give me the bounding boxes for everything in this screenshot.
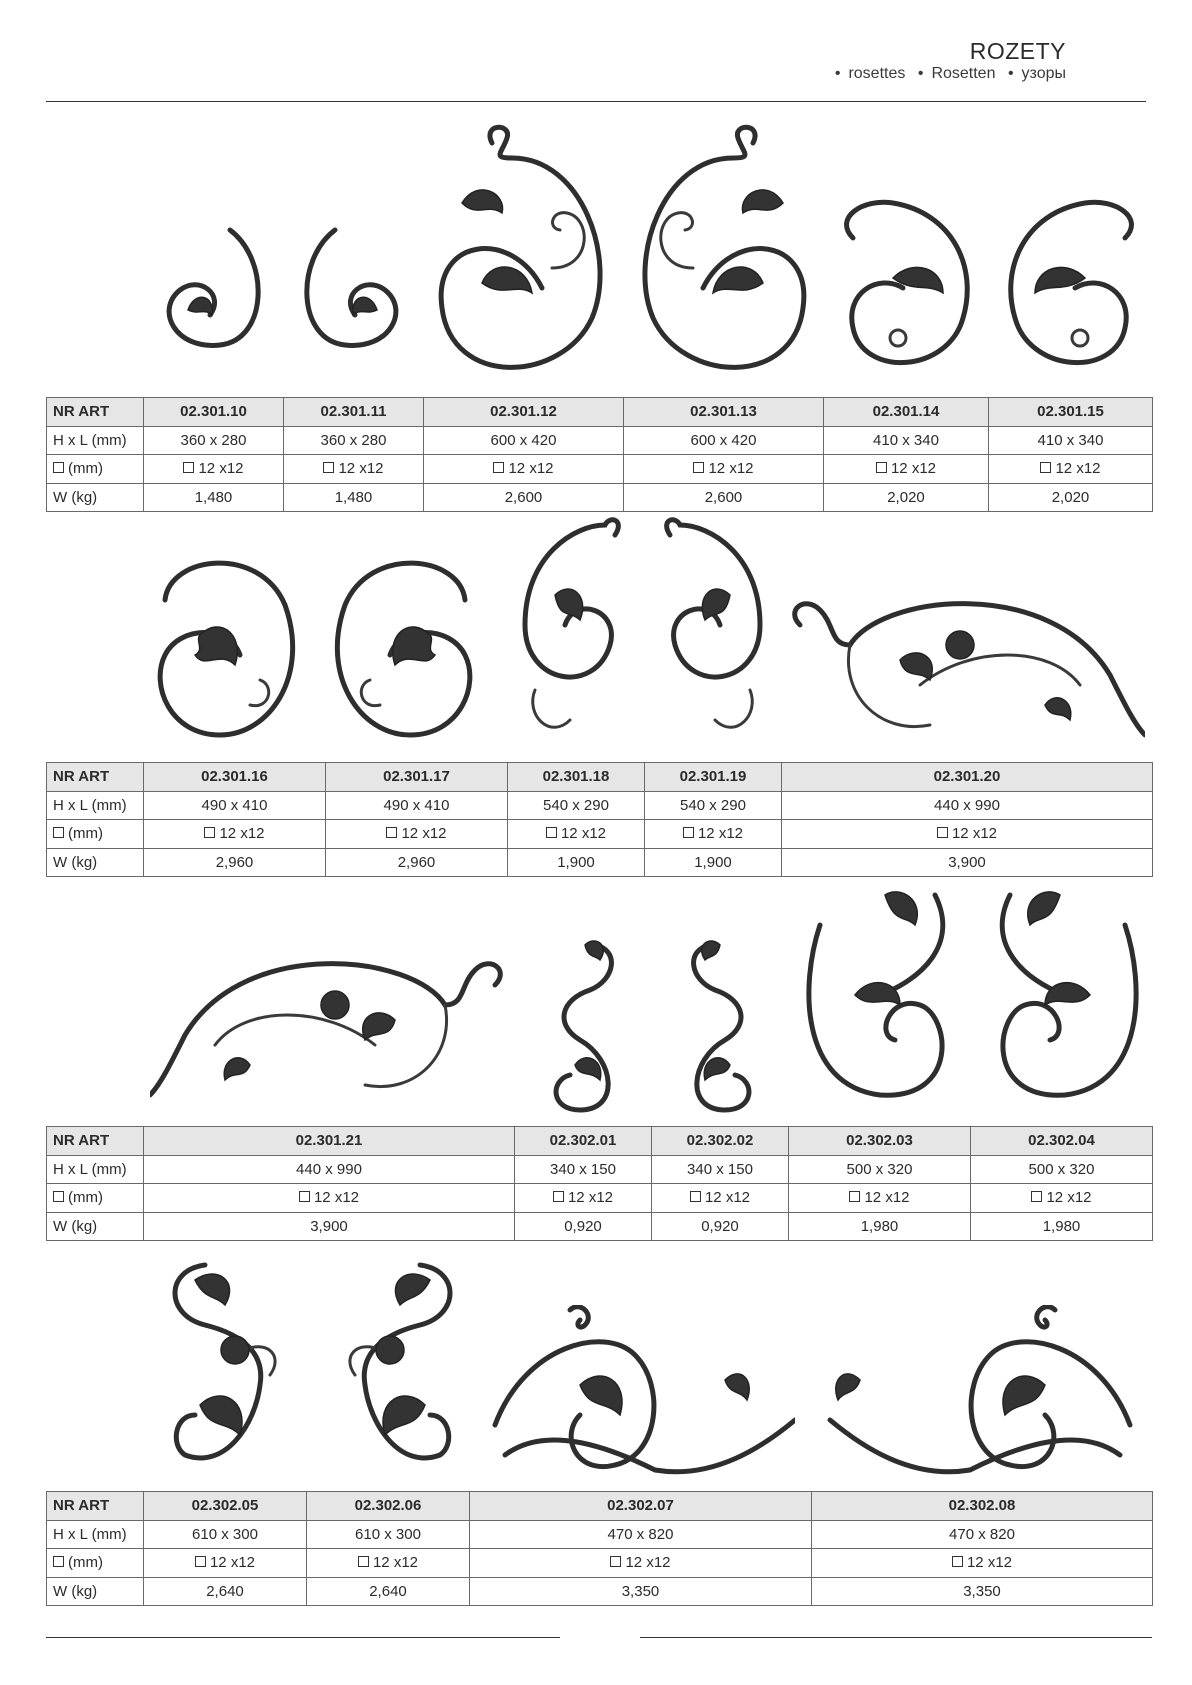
item-section: 12 x12 (515, 1184, 652, 1213)
item-section: 12 x12 (307, 1549, 470, 1578)
item-nr: 02.302.06 (307, 1492, 470, 1521)
square-section-icon (53, 827, 64, 838)
spec-table-1 (46, 397, 1153, 512)
item-dims: 600 x 420 (424, 426, 624, 455)
square-section-icon (53, 1191, 64, 1202)
item-nr: 02.301.10 (144, 398, 284, 427)
item-section: 12 x12 (424, 455, 624, 484)
footer-rule-right (640, 1637, 1152, 1638)
rosette-02-301-21-image (150, 945, 510, 1105)
item-section: 12 x12 (624, 455, 824, 484)
item-dims: 340 x 150 (652, 1155, 789, 1184)
table-row (47, 763, 1153, 792)
rosette-02-302-04-image (990, 885, 1145, 1105)
item-nr: 02.302.03 (789, 1127, 971, 1156)
square-section-icon (553, 1191, 564, 1202)
item-weight: 1,900 (508, 848, 645, 877)
page-subtitle (827, 65, 1066, 83)
rosette-02-302-05-image (165, 1255, 290, 1480)
rosette-02-302-08-image (800, 1305, 1140, 1480)
item-weight: 0,920 (515, 1212, 652, 1241)
item-section: 12 x12 (652, 1184, 789, 1213)
item-nr: 02.301.21 (144, 1127, 515, 1156)
item-weight: 2,020 (989, 483, 1153, 512)
square-section-icon (299, 1191, 310, 1202)
rosette-02-301-10-image (150, 220, 275, 380)
row-label-nr: NR ART (47, 1127, 144, 1156)
item-section: 12 x12 (971, 1184, 1153, 1213)
item-nr: 02.301.14 (824, 398, 989, 427)
square-section-icon (610, 1556, 621, 1567)
item-nr: 02.302.02 (652, 1127, 789, 1156)
item-nr: 02.301.17 (326, 763, 508, 792)
item-nr: 02.301.13 (624, 398, 824, 427)
item-section: 12 x12 (144, 820, 326, 849)
square-section-icon (195, 1556, 206, 1567)
item-dims: 610 x 300 (144, 1520, 307, 1549)
rosette-02-302-03-image (800, 885, 955, 1105)
row-label-section: (mm) (47, 455, 144, 484)
rosette-02-302-02-image (680, 930, 765, 1115)
item-dims: 340 x 150 (515, 1155, 652, 1184)
page-header (827, 38, 1066, 83)
item-weight: 2,640 (307, 1577, 470, 1606)
item-section: 12 x12 (144, 455, 284, 484)
row-label-nr: NR ART (47, 763, 144, 792)
row-label-weight: W (kg) (47, 1212, 144, 1241)
item-dims: 540 x 290 (508, 791, 645, 820)
rosette-02-301-17-image (330, 545, 480, 745)
item-section: 12 x12 (326, 820, 508, 849)
square-section-icon (183, 462, 194, 473)
item-dims: 490 x 410 (326, 791, 508, 820)
footer-rule-left (46, 1637, 560, 1638)
table-row (47, 1549, 1153, 1578)
row-label-weight: W (kg) (47, 483, 144, 512)
spec-table-4 (46, 1491, 1153, 1606)
rosette-02-301-14-image (833, 198, 978, 383)
item-dims: 360 x 280 (284, 426, 424, 455)
item-dims: 540 x 290 (645, 791, 782, 820)
rosette-02-301-15-image (1000, 198, 1145, 383)
item-weight: 1,480 (284, 483, 424, 512)
square-section-icon (323, 462, 334, 473)
item-nr: 02.301.16 (144, 763, 326, 792)
item-nr: 02.301.11 (284, 398, 424, 427)
row-label-nr: NR ART (47, 398, 144, 427)
item-weight: 1,900 (645, 848, 782, 877)
rosette-02-302-06-image (335, 1255, 460, 1480)
square-section-icon (53, 1556, 64, 1567)
item-nr: 02.302.01 (515, 1127, 652, 1156)
row-label-dims: H x L (mm) (47, 1520, 144, 1549)
rosette-02-301-18-image (515, 515, 635, 745)
item-nr: 02.302.08 (812, 1492, 1153, 1521)
item-dims: 440 x 990 (782, 791, 1153, 820)
item-section: 12 x12 (508, 820, 645, 849)
square-section-icon (546, 827, 557, 838)
item-dims: 440 x 990 (144, 1155, 515, 1184)
header-rule (46, 101, 1146, 102)
square-section-icon (1040, 462, 1051, 473)
item-section: 12 x12 (789, 1184, 971, 1213)
table-row (47, 1577, 1153, 1606)
square-section-icon (493, 462, 504, 473)
table-row (47, 1127, 1153, 1156)
square-section-icon (1031, 1191, 1042, 1202)
bullet: • (834, 65, 841, 82)
table-row (47, 1212, 1153, 1241)
item-dims: 360 x 280 (144, 426, 284, 455)
page-title: ROZETY (969, 38, 1066, 64)
item-weight: 3,350 (470, 1577, 812, 1606)
item-weight: 2,020 (824, 483, 989, 512)
item-weight: 1,980 (971, 1212, 1153, 1241)
rosette-02-301-19-image (650, 515, 770, 745)
bullet: • (917, 65, 924, 82)
item-weight: 2,640 (144, 1577, 307, 1606)
square-section-icon (876, 462, 887, 473)
item-weight: 2,960 (144, 848, 326, 877)
item-section: 12 x12 (812, 1549, 1153, 1578)
table-row (47, 848, 1153, 877)
item-dims: 470 x 820 (470, 1520, 812, 1549)
table-row (47, 791, 1153, 820)
item-section: 12 x12 (989, 455, 1153, 484)
row-label-section: (mm) (47, 1549, 144, 1578)
table-row (47, 455, 1153, 484)
item-weight: 0,920 (652, 1212, 789, 1241)
item-section: 12 x12 (470, 1549, 812, 1578)
item-nr: 02.301.18 (508, 763, 645, 792)
row-label-dims: H x L (mm) (47, 791, 144, 820)
item-weight: 2,960 (326, 848, 508, 877)
item-weight: 2,600 (424, 483, 624, 512)
subtitle-de: Rosetten (931, 65, 996, 82)
item-section: 12 x12 (144, 1184, 515, 1213)
rosette-02-301-16-image (150, 545, 300, 745)
square-section-icon (53, 462, 64, 473)
row-label-dims: H x L (mm) (47, 426, 144, 455)
rosette-02-301-20-image (790, 585, 1145, 745)
item-dims: 600 x 420 (624, 426, 824, 455)
row-label-weight: W (kg) (47, 1577, 144, 1606)
rosette-02-302-01-image (540, 930, 625, 1115)
item-nr: 02.301.15 (989, 398, 1153, 427)
item-dims: 410 x 340 (989, 426, 1153, 455)
row-label-section: (mm) (47, 820, 144, 849)
item-weight: 3,350 (812, 1577, 1153, 1606)
rosette-02-301-11-image (290, 220, 415, 380)
item-nr: 02.302.04 (971, 1127, 1153, 1156)
rosette-02-302-07-image (485, 1305, 795, 1480)
table-row (47, 483, 1153, 512)
square-section-icon (693, 462, 704, 473)
item-nr: 02.301.19 (645, 763, 782, 792)
item-nr: 02.301.20 (782, 763, 1153, 792)
item-nr: 02.302.05 (144, 1492, 307, 1521)
item-weight: 3,900 (782, 848, 1153, 877)
table-row (47, 1492, 1153, 1521)
subtitle-ru: узоры (1021, 65, 1066, 82)
spec-table-2 (46, 762, 1153, 877)
item-weight: 1,980 (789, 1212, 971, 1241)
square-section-icon (204, 827, 215, 838)
item-weight: 2,600 (624, 483, 824, 512)
item-section: 12 x12 (284, 455, 424, 484)
square-section-icon (952, 1556, 963, 1567)
item-nr: 02.302.07 (470, 1492, 812, 1521)
item-dims: 410 x 340 (824, 426, 989, 455)
table-row (47, 1520, 1153, 1549)
item-dims: 470 x 820 (812, 1520, 1153, 1549)
table-row (47, 426, 1153, 455)
row-label-dims: H x L (mm) (47, 1155, 144, 1184)
item-nr: 02.301.12 (424, 398, 624, 427)
item-section: 12 x12 (144, 1549, 307, 1578)
bullet: • (1007, 65, 1014, 82)
square-section-icon (358, 1556, 369, 1567)
table-row (47, 1184, 1153, 1213)
rosette-02-301-12-image (432, 118, 617, 383)
subtitle-en: rosettes (848, 65, 906, 82)
item-dims: 500 x 320 (789, 1155, 971, 1184)
row-label-nr: NR ART (47, 1492, 144, 1521)
table-row (47, 1155, 1153, 1184)
item-weight: 3,900 (144, 1212, 515, 1241)
square-section-icon (690, 1191, 701, 1202)
item-section: 12 x12 (824, 455, 989, 484)
row-label-section: (mm) (47, 1184, 144, 1213)
item-section: 12 x12 (782, 820, 1153, 849)
item-dims: 500 x 320 (971, 1155, 1153, 1184)
item-dims: 610 x 300 (307, 1520, 470, 1549)
square-section-icon (683, 827, 694, 838)
table-row (47, 398, 1153, 427)
row-label-weight: W (kg) (47, 848, 144, 877)
square-section-icon (849, 1191, 860, 1202)
item-dims: 490 x 410 (144, 791, 326, 820)
rosette-02-301-13-image (628, 118, 813, 383)
item-weight: 1,480 (144, 483, 284, 512)
item-section: 12 x12 (645, 820, 782, 849)
spec-table-3 (46, 1126, 1153, 1241)
square-section-icon (937, 827, 948, 838)
square-section-icon (386, 827, 397, 838)
table-row (47, 820, 1153, 849)
